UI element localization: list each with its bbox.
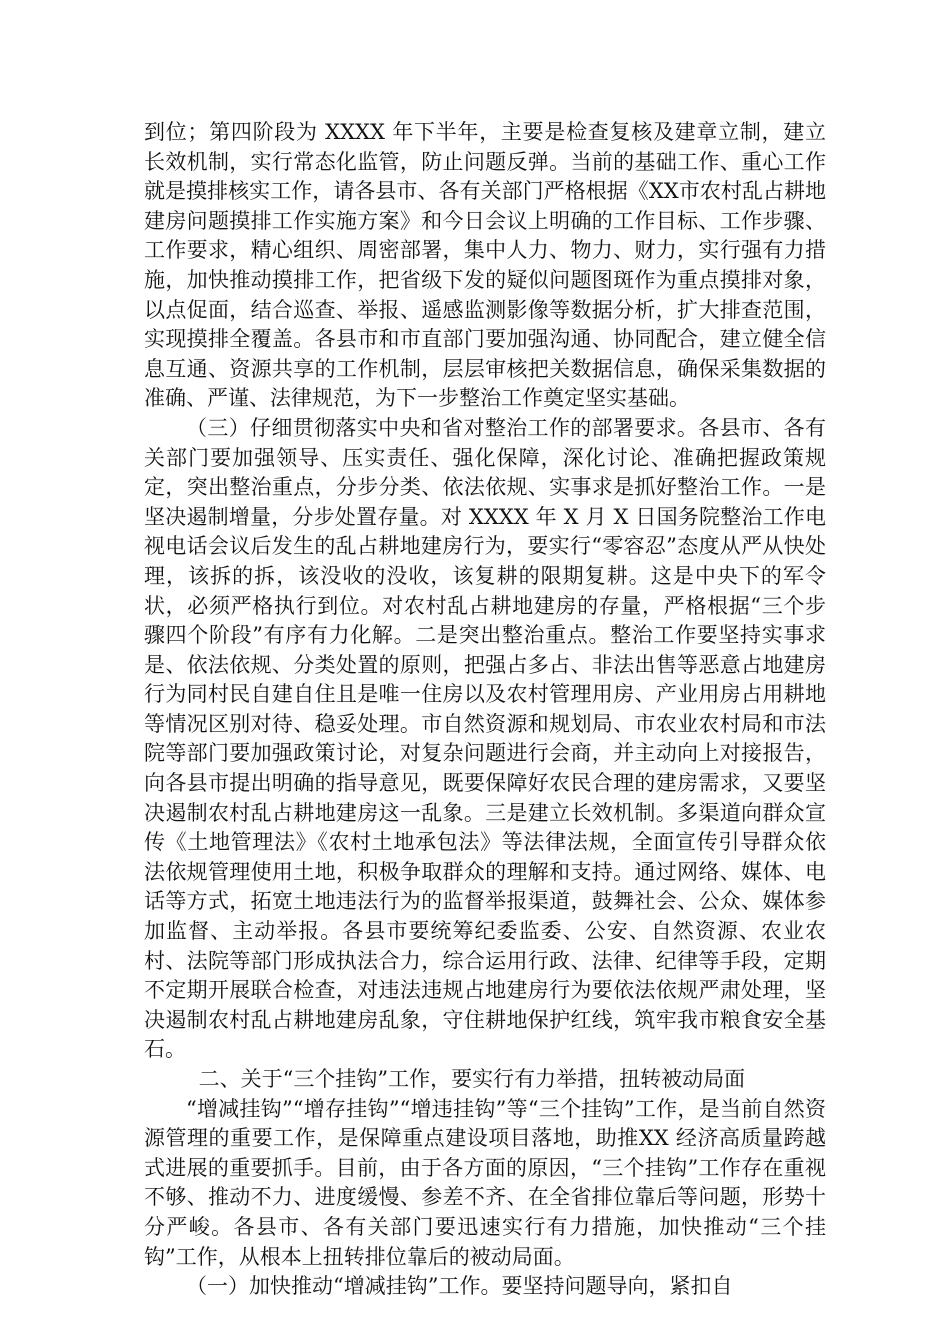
body-paragraph-3: “增减挂钩”“增存挂钩”“增违挂钩”等“三个挂钩”工作，是当前自然资源管理的重要工作，是保障重点建设项目落地，助推XX 经济高质量跨越式进展的重要抓手。目前，由于各方面的原因，“三个挂钩”工作存在重视不够、推动不力、进度缓慢、参差不齐、在全省排位靠后等问题，形势十分严峻。各县市、各有关部门要迅速实行有力措施，加快推动“三个挂钩”工作，从根本上扭转排位靠后的被动局面。 <box>144 1096 826 1269</box>
document-page <box>144 118 826 1302</box>
body-paragraph-1: 到位；第四阶段为 XXXX 年下半年，主要是检查复核及建章立制，建立长效机制，实行常态化监管，防止问题反弹。当前的基础工作、重心工作就是摸排核实工作，请各县市、各有关部门严格根据《XX市农村乱占耕地建房问题摸排工作实施方案》和今日会议上明确的工作目标、工作步骤、工作要求，精心组织、周密部署，集中人力、物力、财力，实行强有力措施，加快推动摸排工作，把省级下发的疑似问题图斑作为重点摸排对象，以点促面，结合巡查、举报、遥感监测影像等数据分析，扩大排查范围，实现摸排全覆盖。各县市和市直部门要加强沟通、协同配合，建立健全信息互通、资源共享的工作机制，层层审核把关数据信息，确保采集数据的准确、严谨、法律规范，为下一步整治工作奠定坚实基础。 <box>144 120 826 411</box>
body-paragraph-4: （一）加快推动“增减挂钩”工作。要坚持问题导向，紧扣自 <box>186 1274 733 1299</box>
body-paragraph-2: （三）仔细贯彻落实中央和省对整治工作的部署要求。各县市、各有关部门要加强领导、压实责任、强化保障，深化讨论、准确把握政策规定，突出整治重点，分步分类、依法依规、实事求是抓好整治工作。一是坚决遏制增量，分步处置存量。对 XXXX 年 X 月 X 日国务院整治工作电视电话会议后发生的乱占耕地建房行为，要实行“零容忍”态度从严从快处理，该拆的拆，该没收的没收，该复耕的限期复耕。这是中央下的军令状，必须严格执行到位。对农村乱占耕地建房的存量，严格根据“三个步骤四个阶段”有序有力化解。二是突出整治重点。整治工作要坚持实事求是、依法依规、分类处置的原则，把强占多占、非法出售等恶意占地建房行为同村民自建自住且是唯一住房以及农村管理用房、产业用房占用耕地等情况区别对待、稳妥处理。市自然资源和规划局、市农业农村局和市法院等部门要加强政策讨论，对复杂问题进行会商，并主动向上对接报告，向各县市提出明确的指导意见，既要保障好农民合理的建房需求，又要坚决遏制农村乱占耕地建房这一乱象。三是建立长效机制。多渠道向群众宣传《土地管理法》《农村土地承包法》等法律法规，全面宣传引导群众依法依规管理使用土地，积极争取群众的理解和支持。通过网络、媒体、电话等方式，拓宽土地违法行为的监督举报渠道，鼓舞社会、公众、媒体参加监督、主动举报。各县市要统筹纪委监委、公安、自然资源、农业农村、法院等部门形成执法合力，综合运用行政、法律、纪律等手段，定期不定期开展联合检查，对违法违规占地建房行为要依法依规严肃处理，坚决遏制农村乱占耕地建房乱象，守住耕地保护红线，筑牢我市粮食安全基石。 <box>144 415 826 1062</box>
section-heading-2: 二、关于“三个挂钩”工作，要实行有力举措，扭转被动局面 <box>198 1067 746 1091</box>
